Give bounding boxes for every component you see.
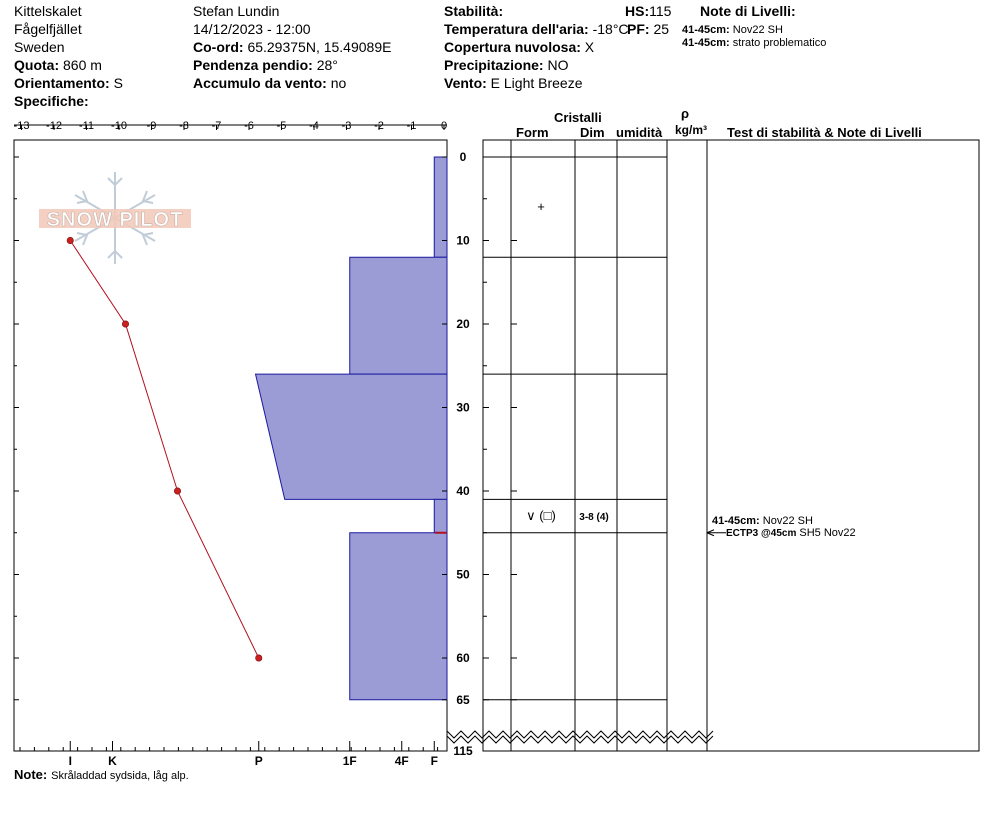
datetime: 14/12/2023 - 12:00 [193, 21, 311, 37]
hardness-tick-label: 4F [394, 754, 409, 768]
layer-note-depth: 41-45cm: [682, 24, 730, 36]
hardness-layer [256, 374, 448, 499]
crystals-header: Cristalli [554, 110, 602, 125]
area: Fågelfjället [14, 21, 82, 37]
crystal-size: 3-8 (4) [579, 512, 609, 524]
density-unit-header: kg/m³ [675, 123, 708, 137]
footer-note [14, 766, 189, 782]
tests-header: Test di stabilità & Note di Livelli [727, 125, 922, 140]
test-note-depth: 41-45cm: [712, 515, 760, 527]
air-temp-value: -18°C [592, 21, 629, 37]
depth-tick-label: 115 [453, 744, 473, 758]
wind-loading-value: no [330, 75, 347, 91]
precip-value: NO [547, 57, 569, 73]
hardness-layer [350, 257, 447, 374]
temperature-line [70, 241, 259, 659]
moisture-header: umidità [616, 125, 663, 140]
hardness-tick-label: I [68, 754, 72, 768]
temperature-point [67, 237, 73, 243]
temperature-tick-label: -3 [341, 120, 352, 132]
logo-text: SNOW PILOT [46, 209, 184, 231]
hs-label: HS: [625, 3, 650, 19]
note-text: Skråladdad sydsida, låg alp. [51, 770, 189, 782]
temperature-tick-label: -10 [111, 120, 127, 132]
test-note-text: Nov22 SH [762, 515, 813, 527]
temperature-tick-label: -2 [374, 120, 384, 132]
hardness-profile [256, 157, 448, 700]
aspect-label: Orientamento: [14, 75, 110, 91]
temperature-tick-label: -5 [276, 120, 287, 132]
temperature-point [256, 655, 262, 661]
temperature-tick-label: -8 [179, 120, 189, 132]
pf-value: 25 [653, 21, 670, 37]
depth-tick-label: 65 [456, 692, 470, 707]
test-note [726, 527, 856, 539]
slope-value: 28° [316, 57, 338, 73]
observer: Stefan Lundin [193, 3, 280, 19]
crystal-form: ∨ (□) [526, 508, 556, 524]
temperature-tick-label: -13 [13, 120, 30, 132]
depth-tick-label: 10 [456, 233, 470, 248]
hardness-tick-label: 1F [342, 754, 357, 768]
temperature-tick-label: -4 [309, 120, 319, 132]
cloud-value: X [584, 39, 595, 55]
layer-note-text: Nov22 SH [732, 24, 783, 36]
specifics-label: Specifiche: [14, 93, 89, 109]
temperature-tick-label: -9 [146, 120, 157, 132]
layer-note-text: strato problematico [732, 37, 827, 49]
axis-break [447, 731, 713, 738]
coord-value: 65.29375N, 15.49089E [247, 39, 392, 55]
temperature-tick-label: -12 [46, 120, 62, 132]
hs-value: 115 [649, 3, 672, 19]
note-label: Note: [14, 767, 48, 782]
table-frame [483, 140, 979, 751]
depth-tick-label: 30 [456, 400, 470, 415]
layer-notes-title: Note di Livelli: [700, 3, 796, 19]
elevation-value: 860 m [63, 57, 102, 73]
depth-tick-label: 0 [459, 150, 467, 164]
layer-table [435, 157, 726, 700]
precip-label: Precipitazione: [444, 57, 544, 73]
size-header: Dim [580, 125, 605, 140]
form-header: Form [516, 125, 549, 140]
hardness-layer [434, 499, 447, 532]
country: Sweden [14, 39, 65, 55]
test-note-text: SH5 Nov22 [799, 527, 856, 539]
snow-pilot-logo [39, 172, 191, 264]
hardness-tick-label: P [254, 754, 263, 768]
axis-break [447, 736, 713, 743]
depth-tick-label: 50 [456, 567, 470, 582]
rho-header: ρ [681, 106, 690, 121]
elevation-label: Quota: [14, 57, 60, 73]
cloud-label: Copertura nuvolosa: [444, 39, 581, 55]
wind-value: E Light Breeze [490, 75, 583, 91]
coord-label: Co-ord: [193, 39, 244, 55]
temperature-tick-label: -11 [78, 120, 95, 132]
hardness-layer [434, 157, 447, 257]
layer-note-depth: 41-45cm: [682, 37, 730, 49]
temperature-point [122, 321, 128, 327]
depth-tick-label: 60 [456, 651, 470, 665]
temperature-tick-label: -6 [244, 120, 254, 132]
temperature-tick-label: -7 [211, 120, 222, 132]
stability-label: Stabilità: [444, 3, 504, 19]
location: Kittelskalet [14, 3, 82, 19]
test-note-depth: ECTP3 @45cm [726, 528, 797, 539]
wind-label: Vento: [444, 75, 487, 91]
test-note [712, 515, 813, 527]
air-temp-label: Temperatura dell'aria: [444, 21, 589, 37]
aspect-value: S [113, 75, 123, 91]
pf-label: PF: [627, 21, 650, 37]
crystal-form: + [537, 199, 545, 215]
temperature-profile [67, 237, 262, 661]
wind-loading-label: Accumulo da vento: [193, 75, 327, 91]
temperature-tick-label: 0 [440, 120, 448, 132]
slope-label: Pendenza pendio: [193, 57, 313, 73]
depth-tick-label: 40 [456, 484, 470, 498]
depth-tick-label: 20 [456, 317, 470, 331]
hardness-tick-label: K [108, 754, 117, 768]
hardness-tick-label: F [430, 754, 438, 768]
temperature-point [174, 488, 180, 494]
hardness-layer [350, 533, 447, 700]
temperature-tick-label: -1 [406, 120, 417, 132]
